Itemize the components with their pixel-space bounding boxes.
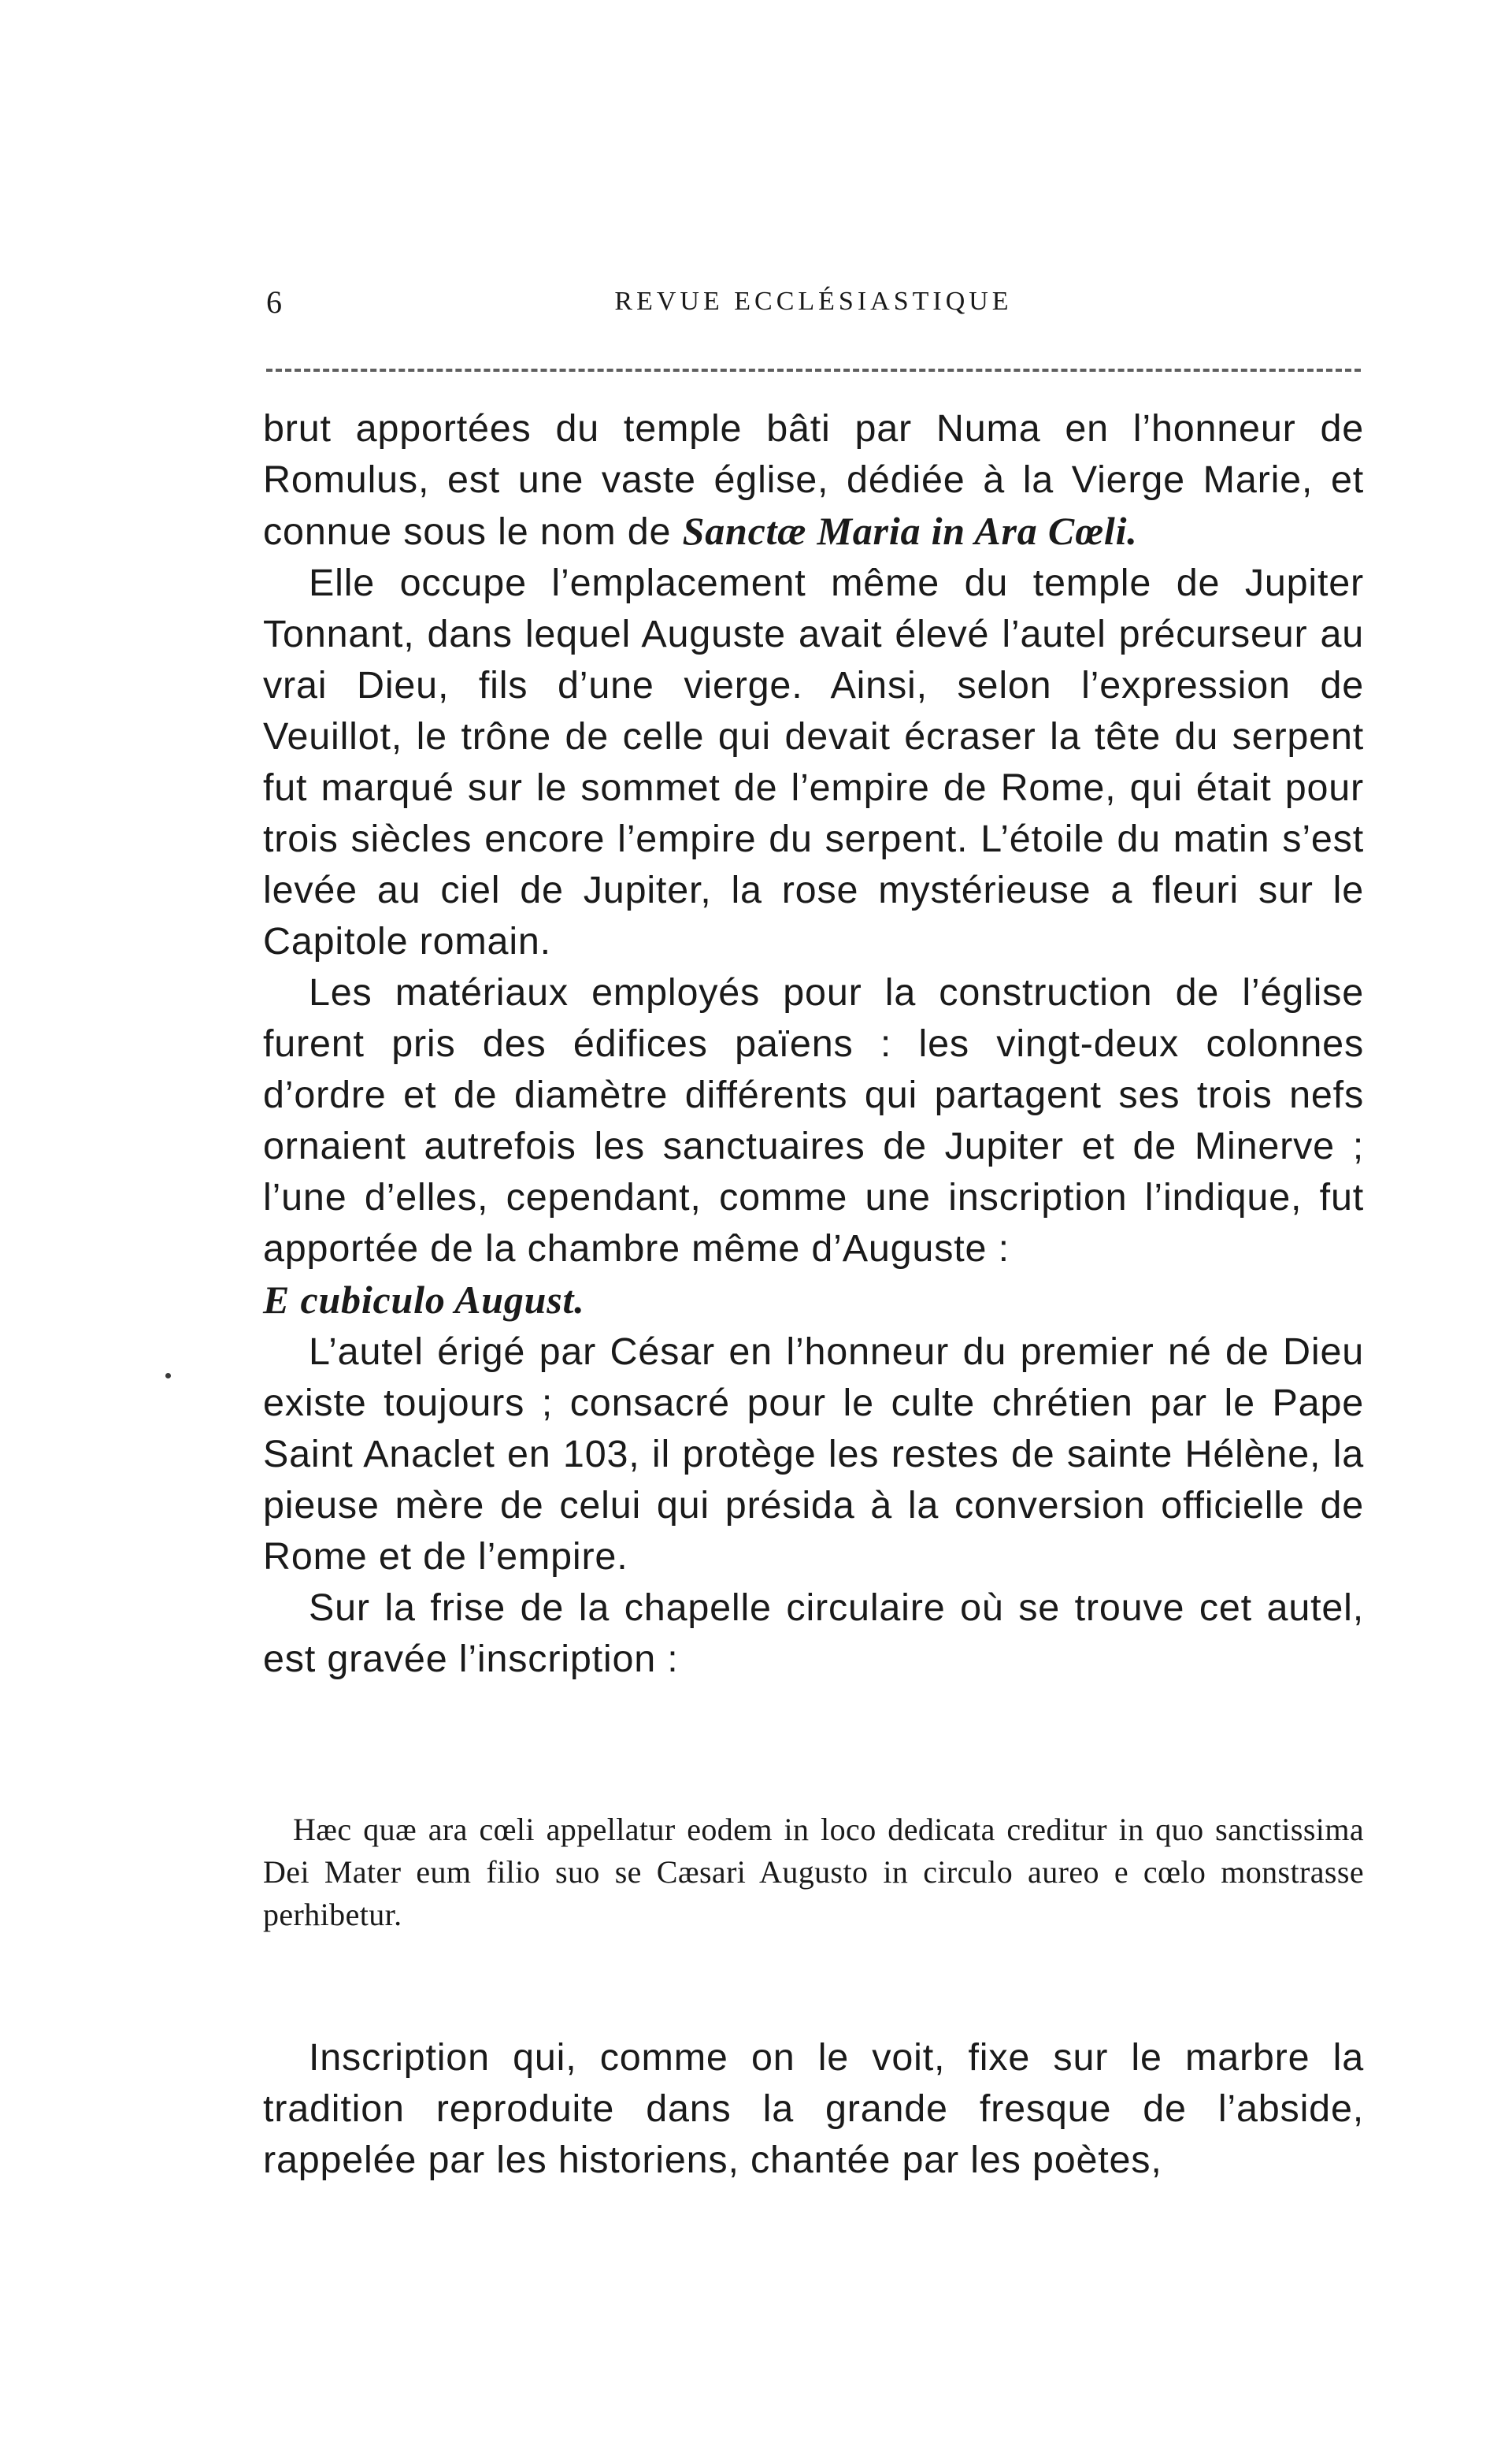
header-rule bbox=[266, 369, 1361, 372]
paragraph-5: Sur la frise de la chapelle circulaire où se trouve cet autel, est gravée l’inscription : bbox=[263, 1586, 1364, 1680]
page-number: 6 bbox=[266, 284, 283, 320]
latin-inscription bbox=[263, 1809, 1364, 1936]
paragraph-4: L’autel érigé par César en l’honneur du premier né de Dieu existe toujours ; consacré pour le culte chrétien par le Pape Saint Anaclet en 103, il protège les restes de sainte Hélène, la pieuse mère de celui qui présida à la conversion officielle de Rome et de l’empire. bbox=[263, 1330, 1364, 1578]
running-title: REVUE ECCLÉSIASTIQUE bbox=[614, 287, 1013, 316]
paragraph-3-text: Les matériaux employés pour la construction de l’église furent pris des édifices païens : les vingt-deux colonnes d’ordre et de diamètre différents qui partagent ses trois nefs ornaient autrefois les sanctuaires de Jupiter et de Minerve ; l’une d’elles, cependant, comme une inscription l’indique, fut apportée de la chambre même d’Auguste : bbox=[263, 971, 1364, 1270]
latin-inscription-text: Hæc quæ ara cœli appellatur eodem in loco dedicata creditur in quo sanctissima Dei Mater eum filio suo se Cæsari Augusto in circulo aureo e cœlo monstrasse perhibetur. bbox=[263, 1812, 1364, 1932]
paragraph-2: Elle occupe l’emplacement même du temple de Jupiter Tonnant, dans lequel Auguste avait élevé l’autel précurseur au vrai Dieu, fils d’une vierge. Ainsi, selon l’expression de Veuillot, le trône de celle qui devait écraser la tête du serpent fut marqué sur le sommet de l’empire de Rome, qui était pour trois siècles encore l’empire du serpent. L’étoile du matin s’est levée au ciel de Jupiter, la rose mystérieuse a fleuri sur le Capitole romain. bbox=[263, 562, 1364, 963]
church-name: Sanctæ Maria in Ara Cœli. bbox=[682, 509, 1138, 553]
paragraph-6: Inscription qui, comme on le voit, fixe sur le marbre la tradition reproduite dans la grande fresque de l’abside, rappelée par les historiens, chantée par les poètes, bbox=[263, 2036, 1364, 2181]
paragraph-3 bbox=[263, 967, 1364, 1326]
running-head bbox=[266, 284, 1361, 331]
paragraph-1-text: brut apportées du temple bâti par Numa en l’honneur de Romulus, est une vaste église, dédiée à la Vierge Marie, et connue sous le nom de bbox=[263, 407, 1364, 553]
inscription-august: E cubiculo August. bbox=[263, 1278, 585, 1322]
margin-mark bbox=[165, 1373, 171, 1378]
main-text bbox=[263, 403, 1364, 1685]
closing-text bbox=[263, 2032, 1364, 2186]
paragraph-1 bbox=[263, 403, 1364, 558]
